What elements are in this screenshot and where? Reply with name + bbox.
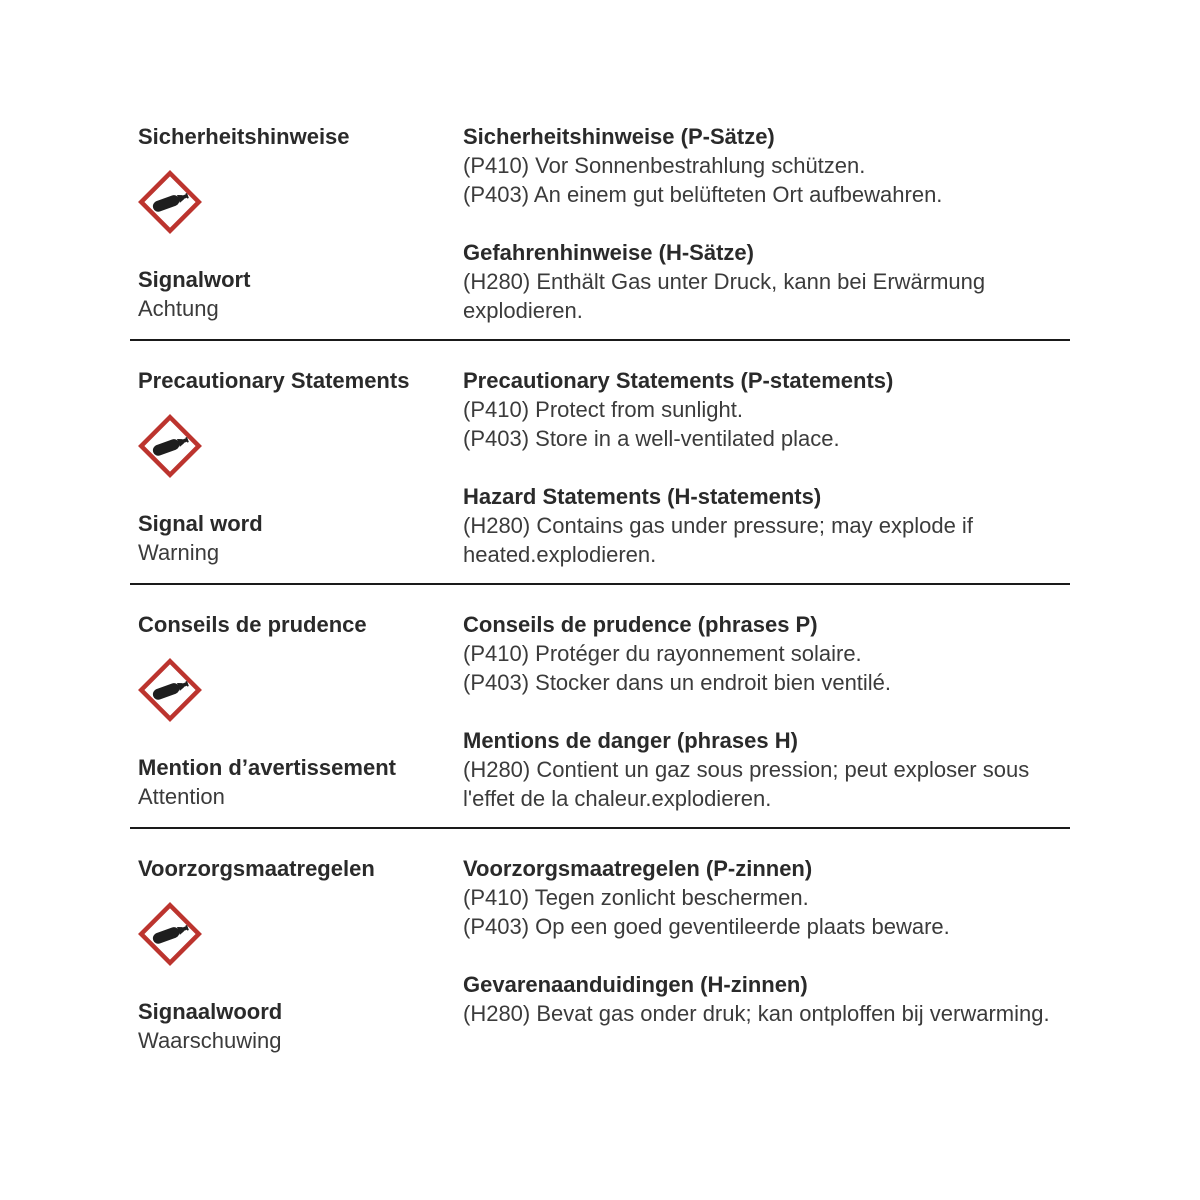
section-fr-left-column [138,610,463,811]
ghs04-gas-cylinder-icon [138,658,202,722]
section-title: Voorzorgsmaatregelen [138,856,375,881]
p-statement-line: (P403) Store in a well-ventilated place. [463,426,840,451]
section-title: Conseils de prudence [138,612,367,637]
h-statement-text: (H280) Contient un gaz sous pression; peut exploser sous l'effet de la chaleur.explodieren. [463,757,1030,811]
p-statement-line: (P410) Protéger du rayonnement solaire. [463,641,862,666]
ghs04-gas-cylinder-icon [138,170,202,234]
section-divider [130,583,1070,585]
section-en-left-column [138,366,463,567]
p-statement-line: (P403) An einem gut belüfteten Ort aufbewahren. [463,182,943,207]
section-divider [130,339,1070,341]
signal-word-value: Achtung [138,296,219,321]
h-statement-text: (H280) Bevat gas onder druk; kan ontploffen bij verwarming. [463,1001,1050,1026]
h-statement-text: (H280) Contains gas under pressure; may explode if heated.explodieren. [463,513,973,567]
section-fr-right-column [463,610,1070,813]
h-statement-text: (H280) Enthält Gas unter Druck, kann bei Erwärmung explodieren. [463,269,986,323]
section-nl-right-column [463,854,1070,1028]
section-divider [130,827,1070,829]
section-en-right-column [463,366,1070,569]
p-statements-title: Sicherheitshinweise (P-Sätze) [463,124,775,149]
section-de-right-column [463,122,1070,325]
signal-word-value: Warning [138,540,220,565]
p-statement-line: (P403) Stocker dans un endroit bien ventilé. [463,670,892,695]
p-statement-line: (P410) Vor Sonnenbestrahlung schützen. [463,153,866,178]
h-statements-title: Hazard Statements (H-statements) [463,484,822,509]
section-de [138,122,1070,325]
p-statement-line: (P403) Op een goed geventileerde plaats beware. [463,914,950,939]
h-statements-title: Mentions de danger (phrases H) [463,728,798,753]
ghs04-gas-cylinder-icon [138,414,202,478]
signal-word-label: Signalwort [138,267,251,292]
section-nl-left-column [138,854,463,1055]
section-title: Precautionary Statements [138,368,410,393]
signal-word-value: Attention [138,784,225,809]
signal-word-value: Waarschuwing [138,1028,282,1053]
section-de-left-column [138,122,463,323]
p-statements-title: Conseils de prudence (phrases P) [463,612,818,637]
h-statements-title: Gefahrenhinweise (H-Sätze) [463,240,754,265]
p-statement-line: (P410) Protect from sunlight. [463,397,744,422]
p-statement-line: (P410) Tegen zonlicht beschermen. [463,885,809,910]
h-statements-title: Gevarenaanduidingen (H-zinnen) [463,972,808,997]
section-nl [138,854,1070,1055]
ghs04-gas-cylinder-icon [138,902,202,966]
signal-word-label: Signal word [138,511,263,536]
section-title: Sicherheitshinweise [138,124,350,149]
signal-word-label: Signaalwoord [138,999,283,1024]
signal-word-label: Mention d’avertissement [138,755,396,780]
p-statements-title: Precautionary Statements (P-statements) [463,368,894,393]
section-fr [138,610,1070,813]
p-statements-title: Voorzorgsmaatregelen (P-zinnen) [463,856,813,881]
section-en [138,366,1070,569]
